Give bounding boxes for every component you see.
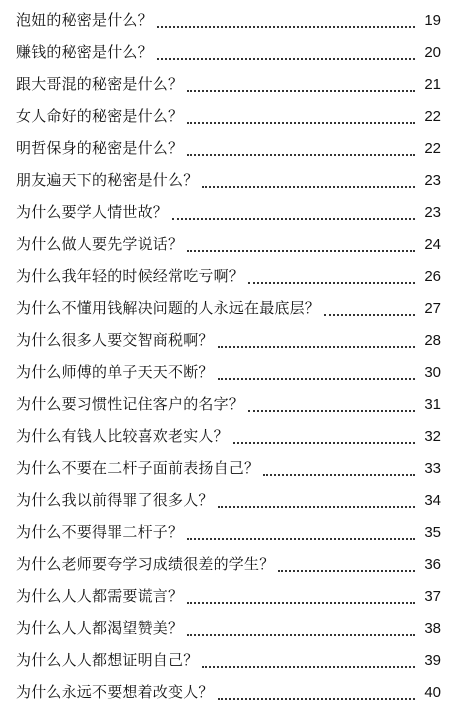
toc-entry: [0, 100, 470, 132]
toc-leader-dots: [187, 153, 415, 156]
toc-entry: [0, 132, 470, 164]
toc-page-number: 22: [424, 107, 441, 125]
toc-leader-dots: [157, 25, 415, 28]
toc-leader-dots: [187, 249, 415, 252]
toc-page-number: 38: [424, 619, 441, 637]
toc-entry-title: 为什么做人要先学说话？: [16, 234, 184, 253]
toc-leader-dots: [187, 121, 415, 124]
toc-page-number: 19: [424, 11, 441, 29]
toc-entry-title: 为什么很多人要交智商税啊？: [16, 330, 214, 349]
toc-page-number: 32: [424, 427, 441, 445]
toc-page-number: 23: [424, 203, 441, 221]
toc-leader-dots: [218, 377, 415, 380]
toc-leader-dots: [187, 537, 415, 540]
toc-entry-title: 为什么师傅的单子天天不断？: [16, 362, 214, 381]
toc-entry: [0, 196, 470, 228]
toc-leader-dots: [187, 633, 415, 636]
toc-entry: [0, 580, 470, 612]
toc-page-number: 31: [424, 395, 441, 413]
toc-page-number: 37: [424, 587, 441, 605]
toc-leader-dots: [278, 569, 415, 572]
toc-entry: [0, 4, 470, 36]
toc-entry-title: 为什么不要得罪二杆子？: [16, 522, 184, 541]
toc-entry-title: 为什么不要在二杆子面前表扬自己？: [16, 458, 260, 477]
toc-leader-dots: [324, 313, 415, 316]
toc-entry: [0, 356, 470, 388]
toc-entry-title: 跟大哥混的秘密是什么？: [16, 74, 184, 93]
toc-leader-dots: [218, 345, 415, 348]
toc-entry-title: 朋友遍天下的秘密是什么？: [16, 170, 199, 189]
toc-leader-dots: [233, 441, 415, 444]
toc-page-number: 26: [424, 267, 441, 285]
toc-leader-dots: [157, 57, 415, 60]
toc-page-number: 33: [424, 459, 441, 477]
toc-leader-dots: [248, 281, 415, 284]
toc-entry-title: 为什么我以前得罪了很多人？: [16, 490, 214, 509]
toc-entry-title: 为什么有钱人比较喜欢老实人？: [16, 426, 229, 445]
toc-page-number: 23: [424, 171, 441, 189]
toc-entry: [0, 260, 470, 292]
toc-page-number: 40: [424, 683, 441, 701]
toc-entry: [0, 164, 470, 196]
toc-page-number: 39: [424, 651, 441, 669]
toc-entry: [0, 612, 470, 644]
toc-entry: [0, 676, 470, 708]
toc-page-number: 34: [424, 491, 441, 509]
toc-entry-title: 明哲保身的秘密是什么？: [16, 138, 184, 157]
toc-leader-dots: [248, 409, 415, 412]
toc-leader-dots: [187, 601, 415, 604]
toc-entry-title: 为什么要习惯性记住客户的名字？: [16, 394, 245, 413]
toc-entry: [0, 292, 470, 324]
toc-entry: [0, 420, 470, 452]
toc-entry: [0, 68, 470, 100]
toc-entry-title: 泡妞的秘密是什么？: [16, 10, 153, 29]
toc-entry: [0, 228, 470, 260]
toc-entry: [0, 548, 470, 580]
toc-entry-title: 为什么永远不要想着改变人？: [16, 682, 214, 701]
toc-page-number: 21: [424, 75, 441, 93]
toc-leader-dots: [202, 665, 415, 668]
toc-entry-title: 为什么我年轻的时候经常吃亏啊？: [16, 266, 245, 285]
toc-leader-dots: [202, 185, 415, 188]
toc-page-number: 27: [424, 299, 441, 317]
toc-page-number: 28: [424, 331, 441, 349]
toc-entry: [0, 388, 470, 420]
toc-leader-dots: [172, 217, 415, 220]
toc-page-number: 24: [424, 235, 441, 253]
toc-page-number: 30: [424, 363, 441, 381]
toc-leader-dots: [218, 697, 415, 700]
toc-entry: [0, 452, 470, 484]
toc-entry-title: 为什么人人都想证明自己？: [16, 650, 199, 669]
toc-entry: [0, 644, 470, 676]
toc-entry: [0, 324, 470, 356]
toc-entry-title: 为什么人人都渴望赞美？: [16, 618, 184, 637]
toc-entry: [0, 36, 470, 68]
toc-page-number: 20: [424, 43, 441, 61]
toc-page-number: 36: [424, 555, 441, 573]
toc-page-number: 22: [424, 139, 441, 157]
toc-entry-title: 为什么老师要夸学习成绩很差的学生？: [16, 554, 275, 573]
toc-entry-title: 女人命好的秘密是什么？: [16, 106, 184, 125]
toc-leader-dots: [218, 505, 415, 508]
toc-entry-title: 赚钱的秘密是什么？: [16, 42, 153, 61]
toc-entry: [0, 516, 470, 548]
toc-entry: [0, 484, 470, 516]
toc-entry-title: 为什么不懂用钱解决问题的人永远在最底层？: [16, 298, 321, 317]
toc-leader-dots: [263, 473, 415, 476]
toc-leader-dots: [187, 89, 415, 92]
toc-entry-title: 为什么要学人情世故？: [16, 202, 169, 221]
toc-entry-title: 为什么人人都需要谎言？: [16, 586, 184, 605]
toc-page-number: 35: [424, 523, 441, 541]
